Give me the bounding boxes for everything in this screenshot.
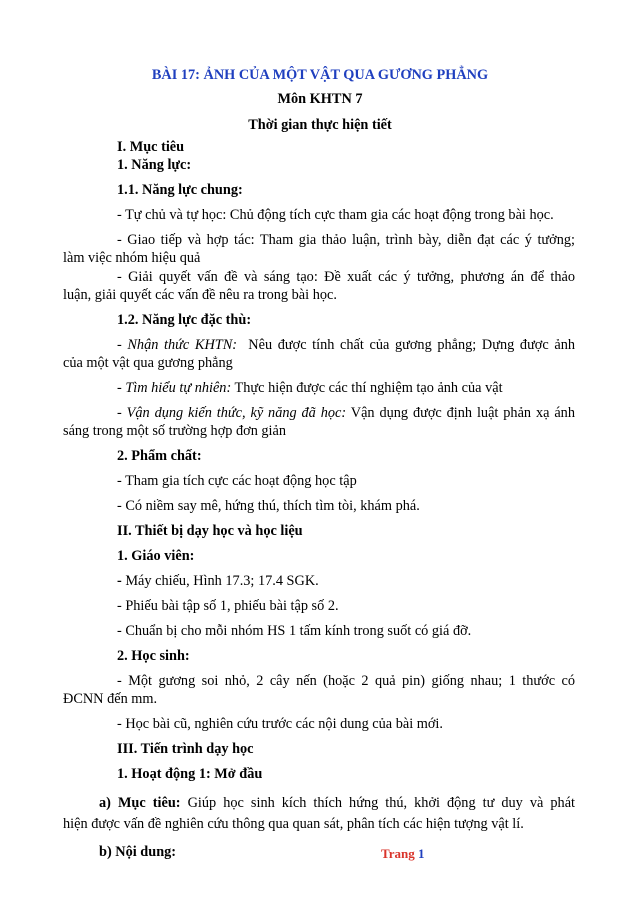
- teacher-item-1-text: Máy chiếu, Hình 17.3; 17.4 SGK.: [121, 573, 319, 589]
- apply-item-line-1: [117, 404, 575, 422]
- page-label: Trang: [381, 846, 415, 861]
- section-equipment-heading: II. Thiết bị dạy học và học liệu: [117, 523, 303, 539]
- problem-solving-line-1: - Giải quyết vấn đề và sáng tạo: Đề xuất các ý tưởng, phương án để thảo: [117, 269, 575, 285]
- page-footer: [381, 846, 424, 862]
- explore-label: - Tìm hiểu tự nhiên:: [117, 380, 232, 396]
- competence-heading: 1. Năng lực:: [117, 157, 192, 173]
- student-item-2: - Học bài cũ, nghiên cứu trước các nội dung của bài mới.: [117, 716, 443, 732]
- cognition-item-line-1: [117, 336, 575, 354]
- communication-item-line-1: - Giao tiếp và hợp tác: Tham gia thảo luận, trình bày, diễn đạt các ý tưởng;: [117, 232, 575, 248]
- specific-competence-heading: 1.2. Năng lực đặc thù:: [117, 312, 252, 328]
- problem-solving-line-2: luận, giải quyết các vấn đề nêu ra trong bài học.: [63, 287, 337, 303]
- teacher-heading: 1. Giáo viên:: [117, 548, 195, 564]
- activity-1-heading: 1. Hoạt động 1: Mở đầu: [117, 766, 263, 782]
- qualities-heading: 2. Phẩm chất:: [117, 448, 202, 464]
- page-number: 1: [417, 846, 425, 861]
- apply-item-line-2: sáng trong một số trường hợp đơn giản: [63, 423, 287, 439]
- qualities-item-2: - Có niềm say mê, hứng thú, thích tìm tòi, khám phá.: [117, 498, 420, 514]
- lesson-title: BÀI 17: ẢNH CỦA MỘT VẬT QUA GƯƠNG PHẲNG: [151, 67, 489, 83]
- activity-1-goal-line-1: [99, 794, 575, 812]
- explore-text: Thực hiện được các thí nghiệm tạo ảnh của vật: [234, 380, 503, 396]
- apply-text: Vận dụng được định luật phản xạ ánh: [350, 405, 575, 421]
- duration-line: Thời gian thực hiện tiết: [248, 117, 392, 133]
- explore-item: [117, 379, 503, 397]
- activity-1-goal-line-2: hiện được vấn đề nghiên cứu thông qua quan sát, phân tích các hiện tượng vật lí.: [63, 816, 524, 832]
- teacher-item-3: - Chuẩn bị cho mỗi nhóm HS 1 tấm kính trong suốt có giá đỡ.: [117, 623, 472, 639]
- general-competence-heading: 1.1. Năng lực chung:: [117, 182, 243, 198]
- teacher-item-1: [117, 572, 319, 590]
- subject-line: Môn KHTN 7: [277, 91, 363, 107]
- activity-1-content-label: b) Nội dung:: [99, 844, 177, 860]
- cognition-item-line-2: của một vật qua gương phẳng: [63, 355, 233, 371]
- section-process-heading: III. Tiến trình dạy học: [117, 741, 254, 757]
- cognition-text: Nêu được tính chất của gương phẳng; Dựng được ảnh: [248, 337, 575, 353]
- activity-1-goal-text: Giúp học sinh kích thích hứng thú, khởi động tư duy và phát: [187, 795, 576, 811]
- communication-item-line-2: làm việc nhóm hiệu quả: [63, 250, 201, 266]
- student-heading: 2. Học sinh:: [117, 648, 190, 664]
- student-item-1-line-1: - Một gương soi nhỏ, 2 cây nến (hoặc 2 quả pin) giống nhau; 1 thước có: [117, 673, 575, 689]
- section-objectives-heading: I. Mục tiêu: [117, 139, 185, 155]
- apply-label: - Vận dụng kiến thức, kỹ năng đã học:: [117, 405, 347, 421]
- qualities-item-1: - Tham gia tích cực các hoạt động học tập: [117, 473, 357, 489]
- cognition-label: - Nhận thức KHTN:: [117, 337, 238, 353]
- activity-1-goal-label: a) Mục tiêu:: [99, 795, 181, 811]
- self-study-item: - Tự chủ và tự học: Chủ động tích cực tham gia các hoạt động trong bài học.: [117, 207, 554, 223]
- teacher-item-1-dash: -: [117, 573, 122, 589]
- student-item-1-line-2: ĐCNN đến mm.: [63, 691, 158, 707]
- teacher-item-2: - Phiếu bài tập số 1, phiếu bài tập số 2.: [117, 598, 339, 614]
